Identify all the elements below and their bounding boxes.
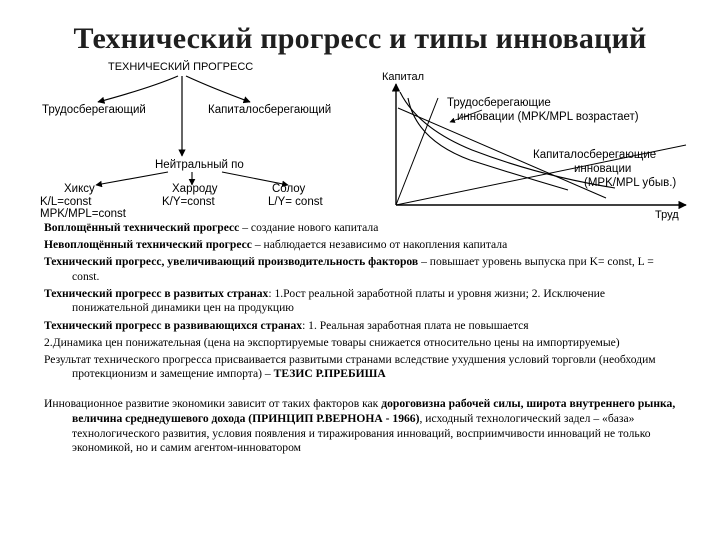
hicks-formula-2: MPK/MPL=const <box>40 208 126 220</box>
ray-1 <box>396 98 438 205</box>
labor-saving-note-1: Трудосберегающие <box>447 97 551 109</box>
y-axis-label: Капитал <box>382 71 425 83</box>
paragraph-developed-countries: Технический прогресс в развитых странах: 1.Рост реальной заработной платы и уровня жизни; 2. Исключение понижательной динамики цен на продукцию <box>44 286 606 315</box>
harrod-formula: K/Y=const <box>162 196 215 208</box>
root-label: ТЕХНИЧЕСКИЙ ПРОГРЕСС <box>108 61 254 73</box>
text-body <box>44 221 684 458</box>
hicks-label: Хиксу <box>64 183 95 195</box>
paragraph-vernon-principle: Инновационное развитие экономики зависит от таких факторов как дороговизна рабочей силы, широта внутреннего рынка, величина среднедушевого дохода (ПРИНЦИП Р.ВЕРНОНА - 1966), исходный технологический задел – «база» технологического развития, условия появления и тиражирования инноваций, восприимчивости инноваций не только экономикой, но и самим агентом-инноватором <box>44 397 676 455</box>
paragraph-factor-productivity: Технический прогресс, увеличивающий производительность факторов – повышает уровень выпуска при K= const, L = const. <box>44 255 654 283</box>
capital-saving-note-2: инновации <box>574 163 632 175</box>
solow-label: Солоу <box>272 183 306 195</box>
page-title: Технический прогресс и типы инноваций <box>73 22 647 55</box>
arrow-to-hicks <box>96 172 168 185</box>
paragraph-prebisch-thesis: Результат технического прогресса присваивается развитыми странами вследствие ухудшения условий торговли (необходим протекционизм и замещение импорта) – ТЕЗИС Р.ПРЕБИША <box>44 352 656 381</box>
hicks-formula-1: K/L=const <box>40 196 92 208</box>
tech-progress-diagram <box>0 0 720 230</box>
paragraph-embodied: Воплощённый технический прогресс – создание нового капитала <box>44 221 379 234</box>
spacer <box>44 384 684 397</box>
x-axis-label: Труд <box>655 209 679 221</box>
arrow-to-labor-saving <box>98 76 178 102</box>
capital-saving-note-1: Капиталосберегающие <box>533 149 657 161</box>
arrow-to-capital-saving <box>186 76 250 102</box>
neutral-label: Нейтральный по <box>155 159 244 171</box>
paragraph-developing-countries: Технический прогресс в развивающихся странах: 1. Реальная заработная плата не повышается <box>44 318 529 332</box>
solow-formula: L/Y= const <box>268 196 323 208</box>
labor-saving-label: Трудосберегающий <box>42 104 146 116</box>
paragraph-price-dynamics: 2.Динамика цен понижательная (цена на экспортируемые товары снижается относительно цены на импортируемые) <box>44 335 620 349</box>
capital-saving-note-3: (MPK/MPL убыв.) <box>584 177 677 189</box>
harrod-label: Харроду <box>172 183 218 195</box>
paragraph-disembodied: Невоплощённый технический прогресс – наблюдается независимо от накопления капитала <box>44 238 508 252</box>
capital-saving-label: Капиталосберегающий <box>208 104 332 116</box>
labor-saving-note-2: инновации (MPK/MPL возрастает) <box>457 111 639 123</box>
